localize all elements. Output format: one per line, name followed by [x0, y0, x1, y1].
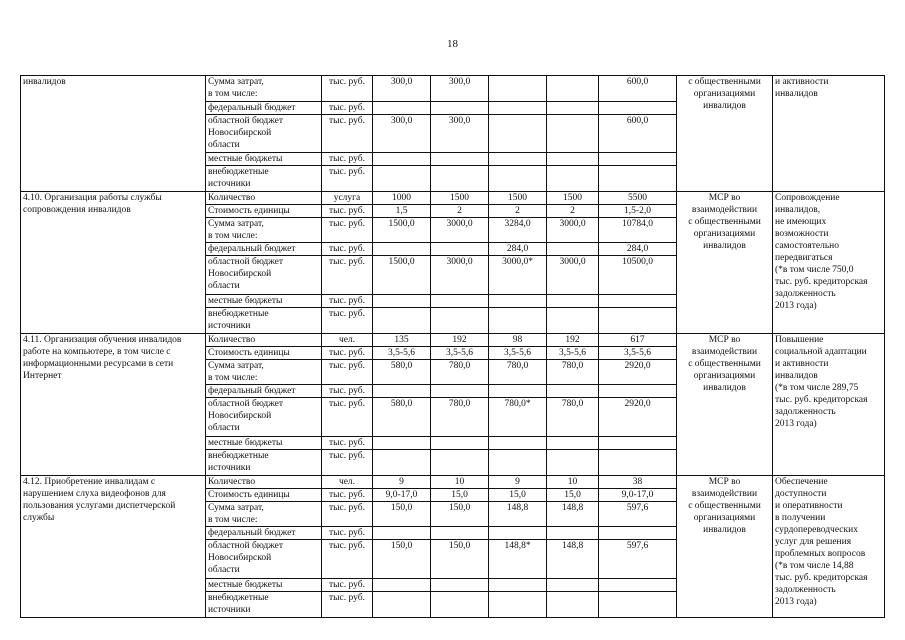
unit-cell: тыс. руб. — [322, 450, 373, 476]
value-cell: 10 — [431, 475, 489, 488]
value-cell — [489, 450, 547, 476]
value-cell: 780,0 — [431, 398, 489, 437]
value-cell — [431, 437, 489, 450]
indicator-cell: Стоимость единицы — [206, 204, 322, 217]
value-cell: 5500 — [599, 191, 677, 204]
value-cell — [489, 578, 547, 591]
value-cell — [599, 591, 677, 617]
unit-cell: чел. — [322, 333, 373, 346]
value-cell — [431, 101, 489, 114]
unit-cell: тыс. руб. — [322, 114, 373, 153]
value-cell: 3284,0 — [489, 217, 547, 243]
indicator-cell: федеральный бюджет — [206, 385, 322, 398]
value-cell: 9 — [373, 475, 431, 488]
unit-cell: услуга — [322, 191, 373, 204]
unit-cell: тыс. руб. — [322, 501, 373, 527]
value-cell: 9 — [489, 475, 547, 488]
table-row — [21, 475, 885, 488]
activity-name: 4.11. Организация обучения инвалидов работе на компьютере, в том числе с информационными ресурсами в сети Интернет — [21, 333, 206, 475]
unit-cell: тыс. руб. — [322, 217, 373, 243]
value-cell — [431, 243, 489, 256]
result-cell: Сопровождение инвалидов, не имеющих возможности самостоятельно передвигаться (*в том числе 750,0 тыс. руб. кредиторская задолженность 2013 года) — [773, 191, 885, 333]
value-cell: 135 — [373, 333, 431, 346]
value-cell — [373, 166, 431, 192]
value-cell: 1500,0 — [373, 256, 431, 295]
value-cell — [599, 153, 677, 166]
value-cell — [547, 385, 599, 398]
indicator-cell: федеральный бюджет — [206, 101, 322, 114]
unit-cell: тыс. руб. — [322, 385, 373, 398]
unit-cell: тыс. руб. — [322, 488, 373, 501]
indicator-cell: областной бюджет Новосибирской области — [206, 398, 322, 437]
indicator-cell: Количество — [206, 475, 322, 488]
value-cell — [373, 308, 431, 334]
value-cell: 3000,0 — [431, 217, 489, 243]
value-cell: 98 — [489, 333, 547, 346]
value-cell — [489, 114, 547, 153]
indicator-cell: местные бюджеты — [206, 437, 322, 450]
value-cell — [599, 527, 677, 540]
value-cell — [373, 295, 431, 308]
unit-cell: тыс. руб. — [322, 346, 373, 359]
value-cell — [547, 591, 599, 617]
unit-cell: тыс. руб. — [322, 256, 373, 295]
value-cell — [547, 243, 599, 256]
value-cell: 1500 — [489, 191, 547, 204]
value-cell: 300,0 — [373, 114, 431, 153]
value-cell: 192 — [547, 333, 599, 346]
unit-cell: тыс. руб. — [322, 308, 373, 334]
executor-cell: с общественными организациями инвалидов — [677, 76, 773, 192]
value-cell — [431, 166, 489, 192]
indicator-cell: Сумма затрат, в том числе: — [206, 76, 322, 102]
value-cell: 600,0 — [599, 76, 677, 102]
indicator-cell: внебюджетные источники — [206, 591, 322, 617]
result-cell: Повышение социальной адаптации и активности инвалидов (*в том числе 289,75 тыс. руб. кредиторская задолженность 2013 года) — [773, 333, 885, 475]
value-cell: 2920,0 — [599, 359, 677, 385]
value-cell: 1,5-2,0 — [599, 204, 677, 217]
value-cell — [547, 437, 599, 450]
value-cell: 597,6 — [599, 501, 677, 527]
value-cell: 3000,0 — [547, 217, 599, 243]
value-cell — [599, 101, 677, 114]
value-cell — [547, 308, 599, 334]
table-row — [21, 76, 885, 102]
value-cell: 3000,0 — [547, 256, 599, 295]
value-cell: 10 — [547, 475, 599, 488]
unit-cell: тыс. руб. — [322, 540, 373, 579]
value-cell: 150,0 — [373, 540, 431, 579]
indicator-cell: внебюджетные источники — [206, 308, 322, 334]
value-cell: 10784,0 — [599, 217, 677, 243]
executor-cell: МСР во взаимодействии с общественными организациями инвалидов — [677, 191, 773, 333]
program-table — [20, 75, 885, 618]
value-cell — [489, 591, 547, 617]
value-cell: 15,0 — [431, 488, 489, 501]
value-cell — [547, 450, 599, 476]
value-cell: 192 — [431, 333, 489, 346]
value-cell: 1,5 — [373, 204, 431, 217]
unit-cell: тыс. руб. — [322, 527, 373, 540]
value-cell — [547, 153, 599, 166]
value-cell: 3,5-5,6 — [547, 346, 599, 359]
unit-cell: тыс. руб. — [322, 398, 373, 437]
value-cell — [431, 308, 489, 334]
indicator-cell: Стоимость единицы — [206, 346, 322, 359]
activity-name: 4.12. Приобретение инвалидам с нарушением слуха видеофонов для пользования услугами диспетчерской службы — [21, 475, 206, 617]
value-cell — [373, 385, 431, 398]
page-number: 18 — [447, 38, 458, 50]
value-cell: 38 — [599, 475, 677, 488]
indicator-cell: областной бюджет Новосибирской области — [206, 540, 322, 579]
value-cell — [489, 166, 547, 192]
value-cell — [431, 527, 489, 540]
value-cell — [599, 437, 677, 450]
indicator-cell: Сумма затрат, в том числе: — [206, 359, 322, 385]
value-cell — [373, 591, 431, 617]
value-cell — [431, 578, 489, 591]
unit-cell: тыс. руб. — [322, 578, 373, 591]
unit-cell: тыс. руб. — [322, 76, 373, 102]
value-cell: 617 — [599, 333, 677, 346]
value-cell: 3000,0* — [489, 256, 547, 295]
value-cell — [431, 295, 489, 308]
table-row — [21, 191, 885, 204]
value-cell — [547, 527, 599, 540]
value-cell: 284,0 — [599, 243, 677, 256]
value-cell: 1500,0 — [373, 217, 431, 243]
value-cell — [599, 166, 677, 192]
value-cell: 3,5-5,6 — [373, 346, 431, 359]
value-cell — [547, 166, 599, 192]
value-cell — [431, 385, 489, 398]
indicator-cell: областной бюджет Новосибирской области — [206, 114, 322, 153]
value-cell: 148,8* — [489, 540, 547, 579]
value-cell: 300,0 — [373, 76, 431, 102]
value-cell: 580,0 — [373, 359, 431, 385]
value-cell: 780,0 — [489, 359, 547, 385]
unit-cell: тыс. руб. — [322, 101, 373, 114]
activity-name: инвалидов — [21, 76, 206, 192]
value-cell — [373, 527, 431, 540]
indicator-cell: федеральный бюджет — [206, 527, 322, 540]
value-cell: 9,0-17,0 — [599, 488, 677, 501]
value-cell: 600,0 — [599, 114, 677, 153]
indicator-cell: местные бюджеты — [206, 295, 322, 308]
value-cell: 284,0 — [489, 243, 547, 256]
value-cell — [489, 308, 547, 334]
value-cell: 597,6 — [599, 540, 677, 579]
unit-cell: тыс. руб. — [322, 591, 373, 617]
indicator-cell: местные бюджеты — [206, 153, 322, 166]
value-cell — [489, 295, 547, 308]
indicator-cell: Сумма затрат, в том числе: — [206, 501, 322, 527]
value-cell — [599, 450, 677, 476]
value-cell: 780,0 — [547, 398, 599, 437]
value-cell: 1500 — [547, 191, 599, 204]
value-cell: 1000 — [373, 191, 431, 204]
value-cell: 3000,0 — [431, 256, 489, 295]
value-cell — [431, 450, 489, 476]
value-cell: 580,0 — [373, 398, 431, 437]
value-cell — [431, 153, 489, 166]
value-cell — [373, 437, 431, 450]
value-cell — [599, 295, 677, 308]
value-cell: 9,0-17,0 — [373, 488, 431, 501]
value-cell: 2920,0 — [599, 398, 677, 437]
indicator-cell: внебюджетные источники — [206, 166, 322, 192]
table-row — [21, 333, 885, 346]
indicator-cell: местные бюджеты — [206, 578, 322, 591]
value-cell: 15,0 — [547, 488, 599, 501]
value-cell: 300,0 — [431, 76, 489, 102]
value-cell — [489, 437, 547, 450]
value-cell: 148,8 — [489, 501, 547, 527]
value-cell: 2 — [431, 204, 489, 217]
unit-cell: чел. — [322, 475, 373, 488]
value-cell — [547, 101, 599, 114]
unit-cell: тыс. руб. — [322, 166, 373, 192]
value-cell: 780,0 — [431, 359, 489, 385]
value-cell: 150,0 — [431, 540, 489, 579]
result-cell: и активности инвалидов — [773, 76, 885, 192]
value-cell — [599, 578, 677, 591]
value-cell: 3,5-5,6 — [431, 346, 489, 359]
executor-cell: МСР во взаимодействии с общественными организациями инвалидов — [677, 333, 773, 475]
indicator-cell: Сумма затрат, в том числе: — [206, 217, 322, 243]
indicator-cell: Стоимость единицы — [206, 488, 322, 501]
unit-cell: тыс. руб. — [322, 295, 373, 308]
value-cell — [489, 527, 547, 540]
value-cell — [373, 578, 431, 591]
value-cell — [547, 114, 599, 153]
value-cell: 1500 — [431, 191, 489, 204]
unit-cell: тыс. руб. — [322, 359, 373, 385]
activity-name: 4.10. Организация работы службы сопровождения инвалидов — [21, 191, 206, 333]
indicator-cell: внебюджетные источники — [206, 450, 322, 476]
value-cell — [373, 243, 431, 256]
value-cell: 300,0 — [431, 114, 489, 153]
value-cell: 10500,0 — [599, 256, 677, 295]
value-cell: 3,5-5,6 — [489, 346, 547, 359]
indicator-cell: федеральный бюджет — [206, 243, 322, 256]
value-cell: 148,8 — [547, 501, 599, 527]
table-body — [21, 76, 885, 618]
value-cell: 150,0 — [373, 501, 431, 527]
executor-cell: МСР во взаимодействии с общественными организациями инвалидов — [677, 475, 773, 617]
value-cell — [489, 101, 547, 114]
value-cell — [373, 153, 431, 166]
value-cell: 780,0 — [547, 359, 599, 385]
indicator-cell: Количество — [206, 191, 322, 204]
value-cell: 148,8 — [547, 540, 599, 579]
value-cell: 15,0 — [489, 488, 547, 501]
value-cell: 150,0 — [431, 501, 489, 527]
value-cell — [599, 385, 677, 398]
unit-cell: тыс. руб. — [322, 204, 373, 217]
value-cell — [489, 385, 547, 398]
value-cell — [489, 76, 547, 102]
value-cell — [547, 76, 599, 102]
value-cell: 2 — [489, 204, 547, 217]
value-cell — [489, 153, 547, 166]
value-cell — [431, 591, 489, 617]
value-cell — [547, 295, 599, 308]
value-cell — [373, 101, 431, 114]
unit-cell: тыс. руб. — [322, 437, 373, 450]
result-cell: Обеспечение доступности и оперативности в получении сурдопереводческих услуг для решения проблемных вопросов (*в том числе 14,88 тыс. руб. кредиторская задолженность 2013 года) — [773, 475, 885, 617]
indicator-cell: областной бюджет Новосибирской области — [206, 256, 322, 295]
value-cell — [599, 308, 677, 334]
unit-cell: тыс. руб. — [322, 243, 373, 256]
value-cell: 3,5-5,6 — [599, 346, 677, 359]
indicator-cell: Количество — [206, 333, 322, 346]
value-cell — [373, 450, 431, 476]
unit-cell: тыс. руб. — [322, 153, 373, 166]
value-cell: 780,0* — [489, 398, 547, 437]
value-cell: 2 — [547, 204, 599, 217]
value-cell — [547, 578, 599, 591]
